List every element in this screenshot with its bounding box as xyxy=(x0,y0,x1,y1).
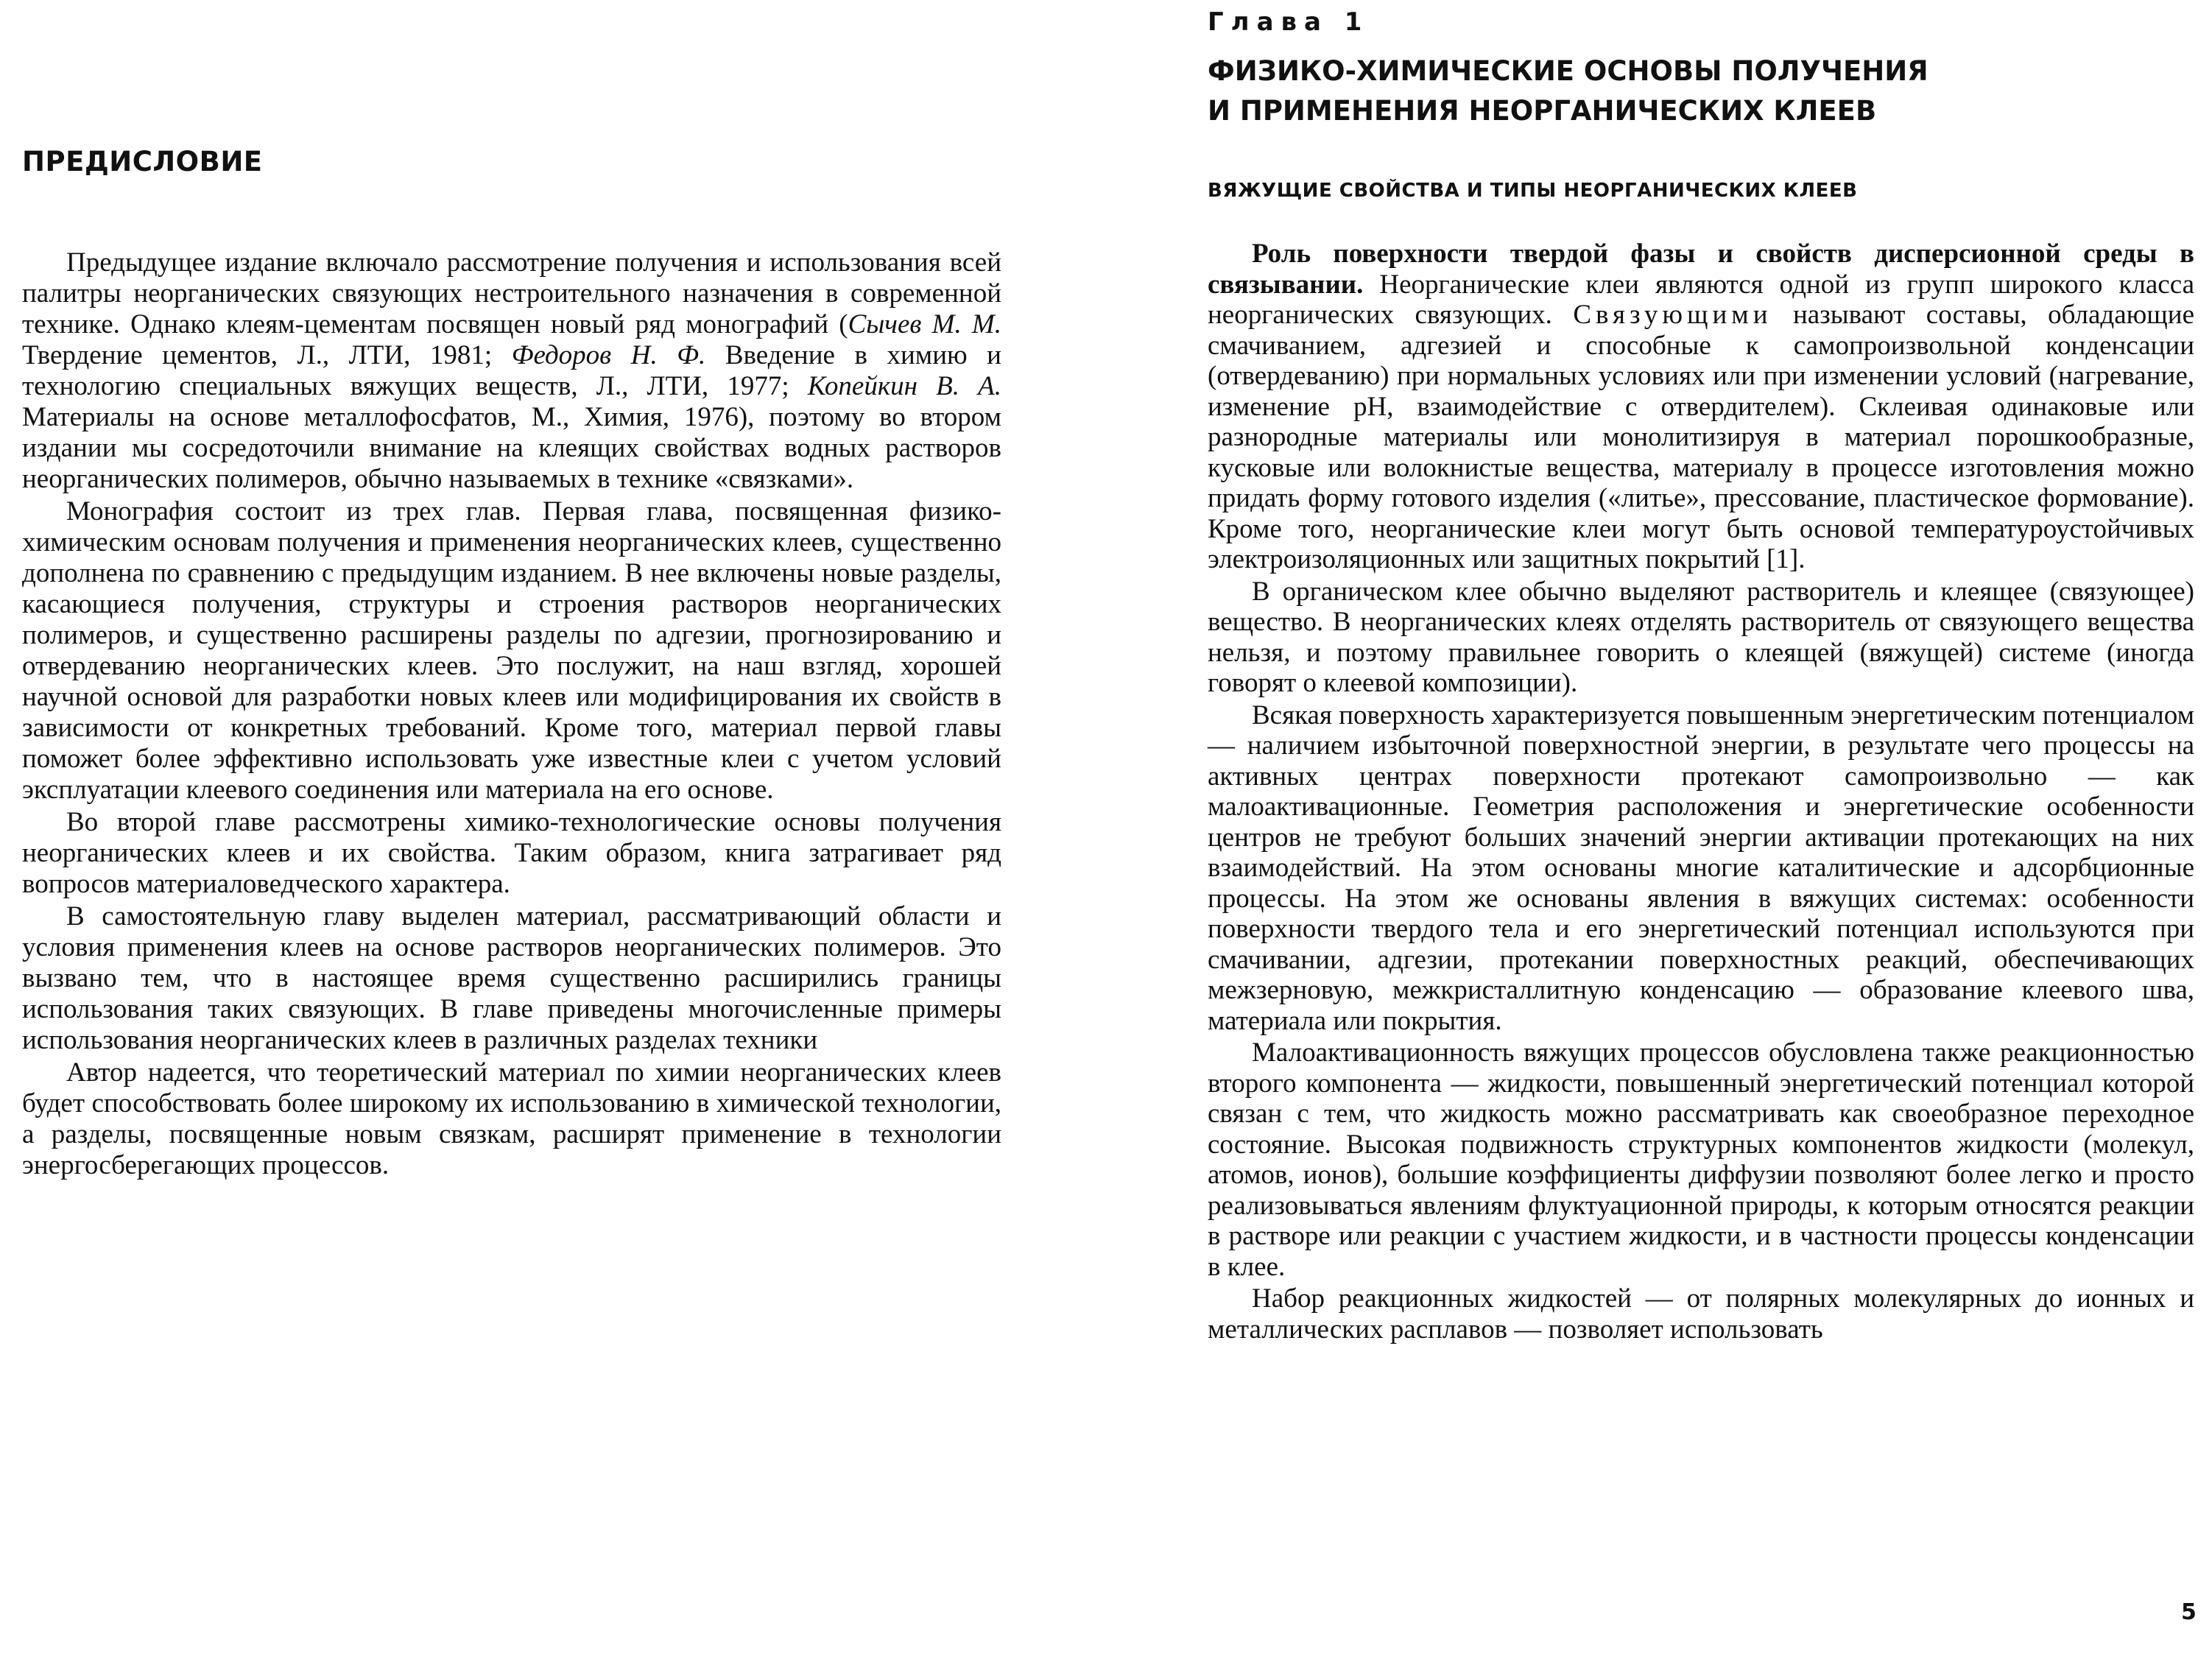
chapter-title-line-1: ФИЗИКО-ХИМИЧЕСКИЕ ОСНОВЫ ПОЛУЧЕНИЯ xyxy=(1208,55,1929,87)
right-page xyxy=(1208,0,2194,1670)
preface-paragraph-3: Во второй главе рассмотрены химико-технологические основы получения неорганических клеев и их свойства. Таким образом, книга затрагивает ряд вопросов материаловедческого характера. xyxy=(22,807,1001,899)
preface-paragraph-1-text-d: Материалы на основе металлофосфатов, М., Химия, 1976), поэтому во втором издании мы сосредоточили внимание на клеящих свойствах водных растворов неорганических полимеров, обычно называемых в технике «связками». xyxy=(22,402,1001,494)
preface-paragraph-1-text-c: Введение в химию и технологию специальных вяжущих веществ, Л., ЛТИ, 1977; xyxy=(22,340,1001,401)
chapter-paragraph-1-text-b: называют составы, обладающие смачиванием, адгезией и способные к самопроизвольной конденсации (отвердеванию) при нормальных условиях или при изменении условий (нагревание, изменение pH, взаимодействие с отвердителем). Склеивая одинаковые или разнородные материалы или монолитизируя в материал порошкообразные, кусковые или волокнистые вещества, материалу в процессе изготовления можно придать форму готового изделия («литье», прессование, пластическое формование). Кроме того, неорганические клеи могут быть основой температуроустойчивых электроизоляционных или защитных покрытий [1]. xyxy=(1208,300,2194,574)
preface-paragraph-5: Автор надеется, что теоретический материал по химии неорганических клеев будет способствовать более широкому их использованию в химической технологии, а разделы, посвященные новым связкам, расширят применение в технологии энергосберегающих процессов. xyxy=(22,1057,1001,1180)
chapter-body xyxy=(1208,239,2194,1346)
preface-paragraph-1 xyxy=(22,247,1001,495)
preface-paragraph-2: Монография состоит из трех глав. Первая глава, посвященная физико-химическим основам получения и применения неорганических клеев, существенно дополнена по сравнению с предыдущим изданием. В нее включены новые разделы, касающиеся получения, структуры и строения растворов неорганических полимеров, и существенно расширены разделы по адгезии, прогнозированию и отвердеванию неорганических клеев. Это послужит, на наш взгляд, хорошей научной основой для разработки новых клеев или модифицирования их свойств в зависимости от конкретных требований. Кроме того, материал первой главы поможет более эффективно использовать уже известные клеи с учетом условий эксплуатации клеевого соединения или материала на его основе. xyxy=(22,496,1001,805)
chapter-label: Глава 1 xyxy=(1208,7,1370,37)
preface-paragraph-4: В самостоятельную главу выделен материал, рассматривающий области и условия применения клеев на основе растворов неорганических полимеров. Это вызвано тем, что в настоящее время существенно расширились границы использования таких связующих. В главе приведены многочисленные примеры использования неорганических клеев в различных разделах техники xyxy=(22,901,1001,1055)
preface-paragraph-1-text-b: Твердение цементов, Л., ЛТИ, 1981; xyxy=(22,340,512,370)
left-page xyxy=(22,0,1001,1670)
term-svyazuyushchie: Связующими xyxy=(1573,300,1772,330)
chapter-paragraph-2: В органическом клее обычно выделяют растворитель и клеящее (связующее) вещество. В неорганических клеях отделять растворитель от связующего вещества нельзя, и поэтому правильнее говорить о клеящей (вяжущей) системе (иногда говорят о клеевой композиции). xyxy=(1208,576,2194,698)
page-number: 5 xyxy=(2181,1599,2197,1625)
chapter-paragraph-5: Набор реакционных жидкостей — от полярных молекулярных до ионных и металлических расплавов — позволяет использовать xyxy=(1208,1283,2194,1345)
reference-author-kopeikin: Копейкин В. А. xyxy=(807,371,1001,401)
chapter-paragraph-4: Малоактивационность вяжущих процессов обусловлена также реакционностью второго компонента — жидкости, повышенный энергетический потенциал которой связан с тем, что жидкость можно рассматривать как своеобразное переходное состояние. Высокая подвижность структурных компонентов жидкости (молекул, атомов, ионов), большие коэффициенты диффузии позволяют более легко и просто реализовываться явлениям флуктуационной природы, к которым относятся реакции в растворе или реакции с участием жидкости, и в частности процессы конденсации в клее. xyxy=(1208,1037,2194,1282)
chapter-paragraph-3: Всякая поверхность характеризуется повышенным энергетическим потенциалом — наличием избыточной поверхностной энергии, в результате чего процессы на активных центрах поверхности протекают самопроизвольно — как малоактивационные. Геометрия расположения и энергетические особенности центров не требуют больших значений энергии активации протекающих на них взаимодействий. На этом основаны многие каталитические и адсорбционные процессы. На этом же основаны явления в вяжущих системах: особенности поверхности твердого тела и его энергетический потенциал используются при смачивании, адгезии, протекании поверхностных реакций, обеспечивающих межзерновую, межкристаллитную конденсацию — образование клеевого шва, материала или покрытия. xyxy=(1208,700,2194,1036)
chapter-paragraph-1 xyxy=(1208,239,2194,575)
preface-title: ПРЕДИСЛОВИЕ xyxy=(22,146,263,177)
reference-author-fedorov: Федоров Н. Ф. xyxy=(511,340,706,370)
preface-paragraph-1-text-a: Предыдущее издание включало рассмотрение получения и использования всей палитры неорганических связующих нестроительного назначения в современной технике. Однако клеям-цементам посвящен новый ряд монографий ( xyxy=(22,247,1001,339)
preface-body xyxy=(22,247,1001,1183)
section-title: ВЯЖУЩИЕ СВОЙСТВА И ТИПЫ НЕОРГАНИЧЕСКИХ КЛЕЕВ xyxy=(1208,180,1858,202)
run-in-heading: Роль поверхности твердой фазы и свойств дисперсионной среды в связывании. xyxy=(1208,239,2194,300)
chapter-title-line-2: И ПРИМЕНЕНИЯ НЕОРГАНИЧЕСКИХ КЛЕЕВ xyxy=(1208,95,1877,127)
chapter-paragraph-1-text-a: Неорганические клеи являются одной из групп широкого класса неорганических связующих. xyxy=(1208,269,2194,330)
reference-author-sychev: Сычев М. М. xyxy=(848,309,1001,339)
chapter-title xyxy=(1208,52,2194,131)
